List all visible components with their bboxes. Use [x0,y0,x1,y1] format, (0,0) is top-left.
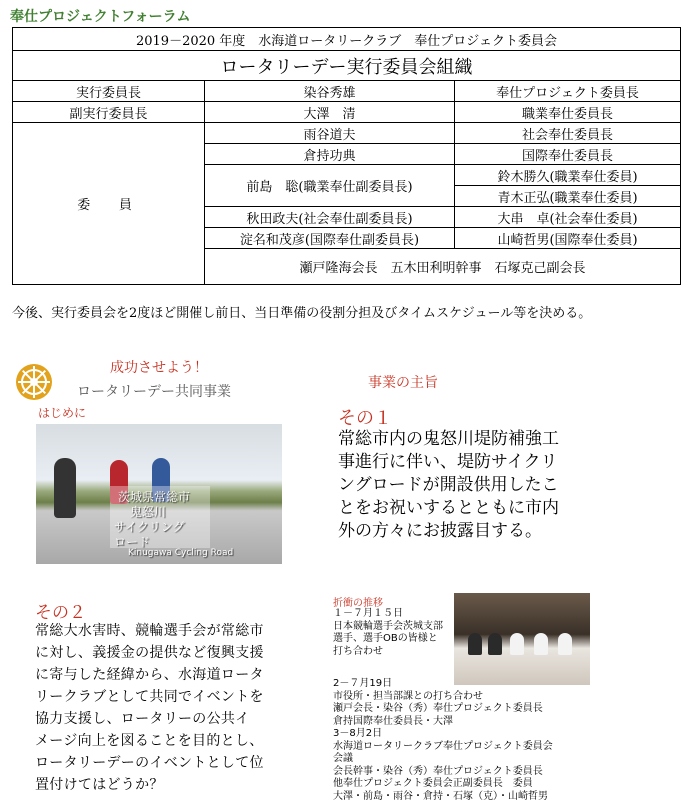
route-caption: Kinugawa Cycling Road [128,548,234,558]
section-header: 奉仕プロジェクトフォーラム [10,9,191,25]
post-vice: 職業奉仕委員長 [455,102,681,123]
member-post: 山崎哲男(国際奉仕委員) [455,228,681,249]
point-1-heading: その１ [338,408,392,429]
name-chair: 染谷秀雄 [205,81,455,102]
history-item-1: １－７月１５日 日本競輪選手会茨城支部 選手、選手OBの皆様と 打ち合わせ [333,608,443,657]
history-item-2: 2－７月19日 市役所・担当部課との打ち合わせ 瀬戸会長・染谷（秀）奉仕プロジェクト委員長 倉持国際奉仕委員長・大澤 [333,678,543,727]
rotary-wheel-icon [14,362,54,402]
post-chair: 奉仕プロジェクト委員長 [455,81,681,102]
year-line: 2019－2020 年度 水海道ロータリークラブ 奉仕プロジェクト委員会 [13,28,681,51]
meeting-photo [454,593,590,685]
joint-project-label: ロータリーデー共同事業 [77,384,231,400]
member-name: 倉持功典 [205,144,455,165]
officers-row: 瀬戸隆海会長 五木田利明幹事 石塚克己副会長 [205,249,681,285]
route-text: 茨城県常総市 [118,490,191,504]
success-slogan: 成功させよう！ [110,360,208,376]
member-post: 社会奉仕委員長 [455,123,681,144]
intro-label: はじめに [38,406,87,420]
name-vice: 大澤 清 [205,102,455,123]
role-vice: 副実行委員長 [13,102,205,123]
point-1-text: 常総市内の鬼怒川堤防補強工 事進行に伴い、堤防サイクリ ングロードが開設供用したこ とをお祝いするとともに市内 外の方々にお披露目する。 [338,429,559,541]
aim-heading: 事業の主旨 [368,375,438,391]
history-item-3: 3－8月2日 水海道ロータリークラブ奉仕プロジェクト委員会 会議 会長幹事・染谷（秀）奉仕プロジェクト委員長 他奉仕プロジェクト委員会正副委員長 委員 大澤・前島・雨谷・倉持・石塚（克）・山崎哲男 [333,728,553,802]
route-text: サイクリング [114,520,185,534]
history-title: 折衝の推移 [333,598,383,609]
member-post: 青木正弘(職業奉仕委員) [455,186,681,207]
point-2-heading: その２ [35,603,86,623]
member-post: 鈴木勝久(職業奉仕委員) [455,165,681,186]
member-post: 大串 卓(社会奉仕委員) [455,207,681,228]
route-text: ロード [114,535,151,549]
point-2-text: 常総大水害時、競輪選手会が常総市 に対し、義援金の提供など復興支援 に寄与した経緯から、水海道ロータ リークラブとして共同でイベントを 協力支援し、ロータリーの公共イ メージ向上を図ることを目的とし、 ロータリーデーのイベントとして位 置付けてはどうか？ [35,623,264,793]
cyclist [54,458,76,518]
member-name: 淀名和茂彦(国際奉仕副委員長) [205,228,455,249]
member-label: 委 員 [13,123,205,285]
role-chair: 実行委員長 [13,81,205,102]
org-title: ロータリーデー実行委員会組織 [13,51,681,81]
route-text: 鬼怒川 [130,505,167,519]
note-text: 今後、実行委員会を2度ほど開催し前日、当日準備の役割分担及びタイムスケジュール等を決める。 [12,306,592,321]
member-name: 前島 聡(職業奉仕副委員長) [205,165,455,207]
member-name: 雨谷道夫 [205,123,455,144]
member-name: 秋田政夫(社会奉仕副委員長) [205,207,455,228]
org-table [12,27,681,285]
member-post: 国際奉仕委員長 [455,144,681,165]
